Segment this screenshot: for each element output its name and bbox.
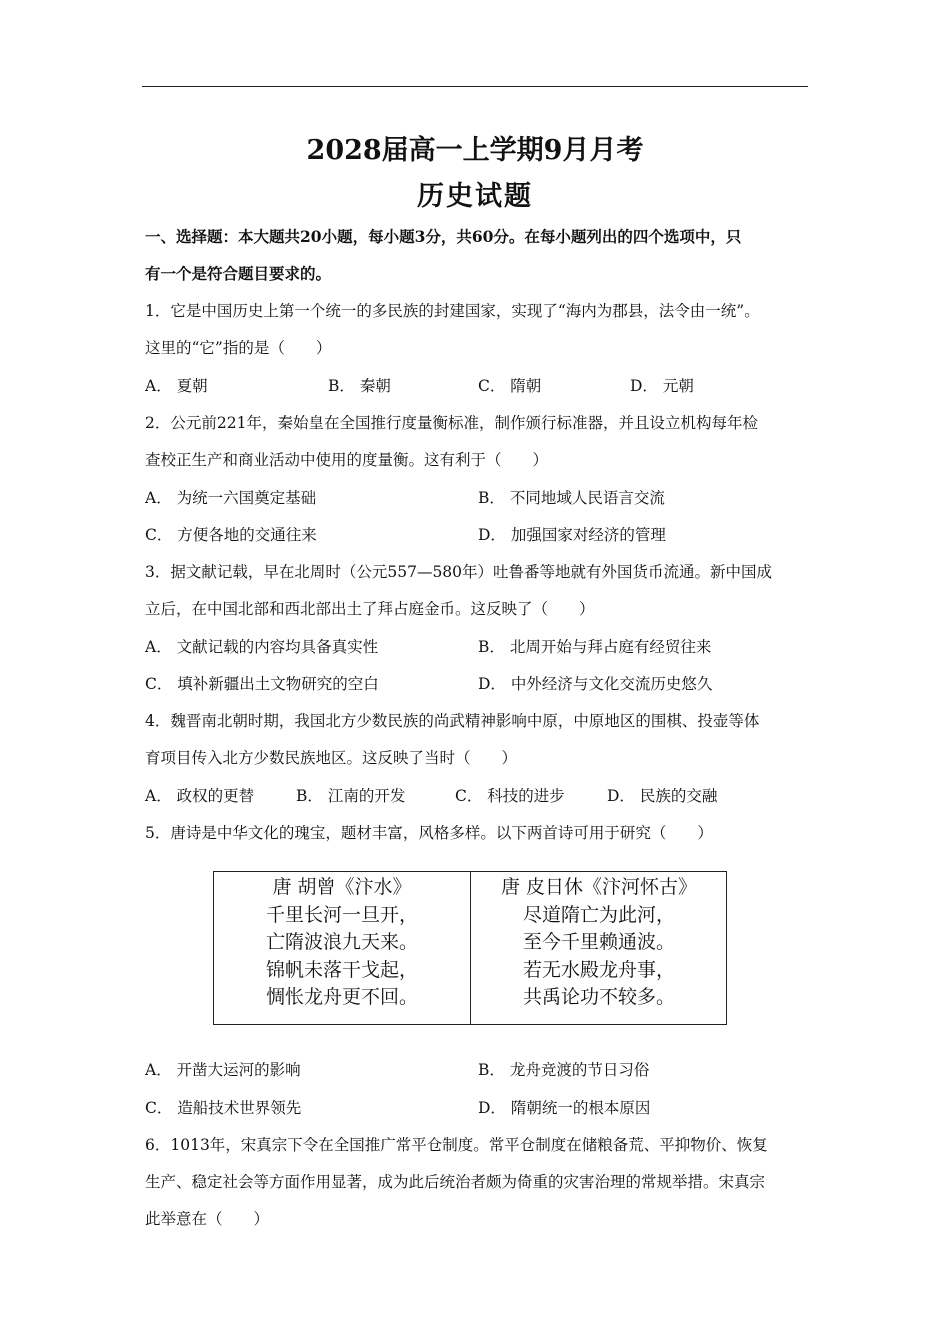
q3-option-c: C． 填补新疆出土文物研究的空白 xyxy=(145,675,379,693)
question-2-stem: 2．公元前221年，秦始皇在全国推行度量衡标准，制作颁行标准器，并且设立机构每年检 xyxy=(145,414,758,432)
q1-option-d: D． 元朝 xyxy=(630,377,694,395)
question-6-stem-cont: 生产、稳定社会等方面作用显著，成为此后统治者颇为倚重的灾害治理的常规举措。宋真宗 xyxy=(145,1173,766,1191)
poem-bian-shui xyxy=(214,874,470,1012)
q2-option-c: C． 方便各地的交通往来 xyxy=(145,526,317,544)
question-5-stem: 5．唐诗是中华文化的瑰宝，题材丰富，风格多样。以下两首诗可用于研究（ ） xyxy=(145,824,713,842)
q4-option-c: C． 科技的进步 xyxy=(455,787,565,805)
header-rule xyxy=(142,86,808,87)
q1-option-c: C． 隋朝 xyxy=(478,377,542,395)
poem-line: 千里长河一旦开， xyxy=(265,903,418,926)
q2-option-a: A． 为统一六国奠定基础 xyxy=(145,489,317,507)
question-1-stem-cont: 这里的“它”指的是（ ） xyxy=(145,339,332,357)
poem-line: 共禹论功不较多。 xyxy=(522,986,675,1008)
q5-option-a: A． 开凿大运河的影响 xyxy=(145,1061,301,1079)
question-6-stem-cont-2: 此举意在（ ） xyxy=(145,1210,270,1228)
poem-line: 若无水殿龙舟事， xyxy=(522,958,675,981)
q3-option-d: D． 中外经济与文化交流历史悠久 xyxy=(478,675,713,693)
q1-option-b: B． 秦朝 xyxy=(328,377,391,395)
exam-title: 2028届高一上学期9月月考 xyxy=(306,135,644,166)
poem-table xyxy=(213,871,727,1025)
q5-option-b: B． 龙舟竞渡的节日习俗 xyxy=(478,1061,650,1079)
section-heading: 一、选择题：本大题共20小题，每小题3分，共60分。在每小题列出的四个选项中，只 xyxy=(145,227,742,246)
question-1-stem: 1．它是中国历史上第一个统一的多民族的封建国家，实现了“海内为郡县，法令由一统”。 xyxy=(145,302,760,320)
poem-line: 锦帆未落干戈起， xyxy=(265,958,418,981)
question-3-stem: 3．据文献记载，早在北周时（公元557—580年）吐鲁番等地就有外国货币流通。新中国成 xyxy=(145,563,773,581)
poem-title: 唐 胡曾《汴水》 xyxy=(272,876,412,898)
poem-line: 尽道隋亡为此河， xyxy=(522,903,675,926)
q5-option-c: C． 造船技术世界领先 xyxy=(145,1099,302,1117)
q1-option-a: A． 夏朝 xyxy=(145,377,208,395)
subject-title: 历史试题 xyxy=(417,181,533,212)
q5-option-d: D． 隋朝统一的根本原因 xyxy=(478,1099,651,1117)
q4-option-d: D． 民族的交融 xyxy=(607,787,718,805)
q4-option-a: A． 政权的更替 xyxy=(145,787,255,805)
question-3-stem-cont: 立后，在中国北部和西北部出土了拜占庭金币。这反映了（ ） xyxy=(145,600,595,618)
poem-line: 惆怅龙舟更不回。 xyxy=(265,986,418,1008)
q3-option-a: A． 文献记载的内容均具备真实性 xyxy=(145,638,379,656)
question-4-stem-cont: 育项目传入北方少数民族地区。这反映了当时（ ） xyxy=(145,749,518,767)
q3-option-b: B． 北周开始与拜占庭有经贸往来 xyxy=(478,638,712,656)
question-6-stem: 6．1013年，宋真宗下令在全国推广常平仓制度。常平仓制度在储粮备荒、平抑物价、恢复 xyxy=(145,1136,768,1154)
q2-option-d: D． 加强国家对经济的管理 xyxy=(478,526,666,544)
poem-line: 至今千里赖通波。 xyxy=(522,931,675,953)
q4-option-b: B． 江南的开发 xyxy=(296,787,406,805)
question-4-stem: 4．魏晋南北朝时期，我国北方少数民族的尚武精神影响中原，中原地区的围棋、投壶等体 xyxy=(145,712,760,730)
poem-title: 唐 皮日休《汴河怀古》 xyxy=(500,876,698,898)
poem-bianhe-huaigu xyxy=(471,874,727,1012)
section-heading-cont: 有一个是符合题目要求的。 xyxy=(145,264,332,283)
q2-option-b: B． 不同地域人民语言交流 xyxy=(478,489,665,507)
poem-line: 亡隋波浪九天来。 xyxy=(265,931,418,953)
question-2-stem-cont: 查校正生产和商业活动中使用的度量衡。这有利于（ ） xyxy=(145,451,549,469)
